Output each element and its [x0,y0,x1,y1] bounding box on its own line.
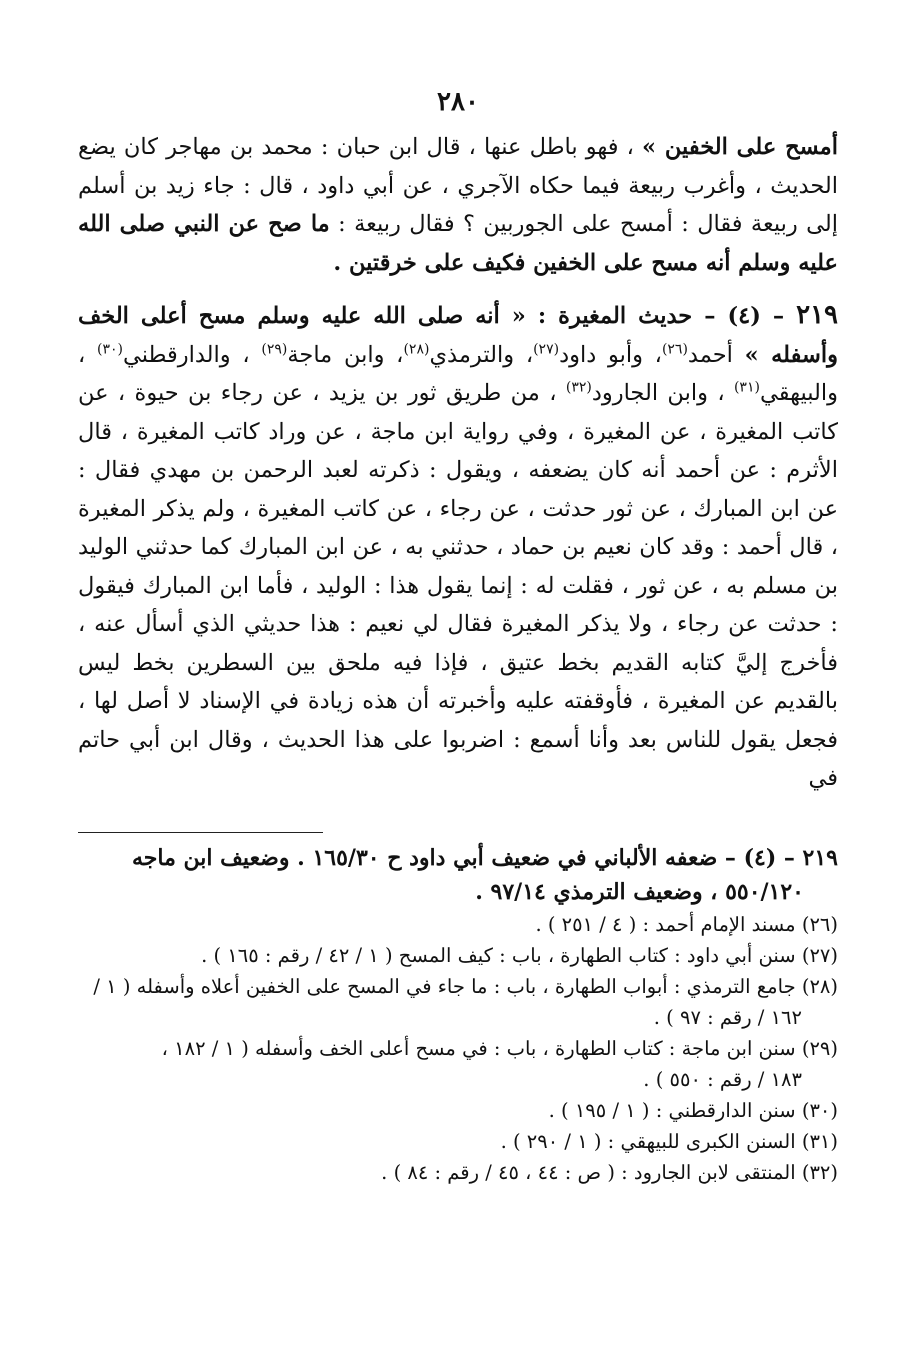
source-text: أحمد [687,341,745,368]
footnote-separator [78,832,323,833]
hadith-heading: – (٤) – حديث المغيرة : « أنه صلى الله عليه وسلم مسح أعلى الخف وأسفله » [78,303,838,368]
footnote-26: (٢٦) مسند الإمام أحمد : ( ٤ / ٢٥١ ) . [535,912,838,936]
footnote-28-continuation: ١٦٢ / رقم : ٩٧ ) . [653,1005,802,1029]
source-text: ، وابن الجارود [591,380,734,406]
footnote-28: (٢٨) جامع الترمذي : أبواب الطهارة ، باب : ما جاء في المسح على الخفين أعلاه وأسفله ( ١ / [93,974,838,998]
paragraph-text: ، فهو باطل عنها ، قال ابن حبان : محمد بن مهاجر كان يضع الحديث ، وأغرب ربيعة فيما حكاه الآجري ، عن أبي داود ، قال : جاء زيد بن أسلم إلى ربيعة فقال : أمسح على الجوربين ؟ فقال ربيعة : [78,134,838,237]
footnote-grading-line2-text: ٥٥٠/١٢٠ ، وضعيف الترمذي ٩٧/١٤ . [475,878,804,905]
footnote-ref: (٢٧) [533,341,560,357]
hadith-number: ٢١٩ [796,300,839,330]
hadith-body-text: ، من طريق ثور بن يزيد ، عن رجاء بن حيوة ، عن كاتب المغيرة ، عن المغيرة ، وفي رواية ابن ماجة ، عن وراد كاتب المغيرة ، قال الأثرم : عن أحمد أنه كان يضعفه ، ويقول : ذكرته لعبد الرحمن بن مهدي فقال : عن ابن المبارك ، عن ثور حدثت ، عن رجاء ، عن كاتب المغيرة ، ولم يذكر المغيرة ، قال أحمد : وقد كان نعيم بن حماد ، حدثني به ، عن ابن المبارك كما حدثني الوليد بن مسلم به ، عن ثور ، فقلت له : إنما يقول هذا : الوليد ، فأما ابن المبارك فيقول : حدثت عن رجاء ، ولا يذكر المغيرة فقال لي نعيم : هذا حديثي الذي أسأل عنه ، فأخرج إليَّ كتابه القديم بخط عتيق ، فإذا فيه ملحق بين السطرين بخط ليس بالقديم عن المغيرة ، فأوقفته عليه وأخبرته أن هذه زيادة في الإسناد لا أصل لها ، فجعل يقول للناس بعد وأنا أسمع : اضربوا على هذا الحديث ، وقال ابن أبي حاتم في [78,380,838,791]
footnote-ref: (٢٦) [661,341,688,357]
book-page [78,82,838,1188]
paragraph-continuation [78,128,838,282]
paragraph-bold-quote: ما صح عن النبي صلى الله عليه وسلم أنه مسح على الخفين فكيف على خرقتين . [78,211,838,276]
page-number: ٢٨٠ [437,87,479,117]
source-text: ، والدارقطني [122,341,262,368]
footnote-ref: (٣٠) [97,341,123,357]
footnote-grading-line2 [78,875,838,909]
footnote-30: (٣٠) سنن الدارقطني : ( ١ / ١٩٥ ) . [548,1098,838,1122]
footnote-ref: (٢٩) [261,341,288,357]
source-text: ، وابن ماجة [287,341,404,368]
footnote-ref: (٣٢) [565,379,592,396]
footnote-ref: (٣١) [733,379,760,396]
footnote-29-continuation: ١٨٣ / رقم : ٥٥٠ ) . [643,1067,802,1091]
footnote-ref: (٢٨) [403,341,430,357]
footnote-grading-line1: ٢١٩ – (٤) – ضعفه الألباني في ضعيف أبي داود ح ١٦٥/٣٠ . وضعيف ابن ماجه [131,844,838,871]
hadith-entry-219 [78,296,838,798]
source-text: ، والترمذي [429,341,534,368]
source-text: ، والبيهقي [78,341,838,406]
footnote-31: (٣١) السنن الكبرى للبيهقي : ( ١ / ٢٩٠ ) . [500,1129,838,1153]
paragraph-bold-opening: أمسح على الخفين » [642,134,838,160]
footnote-32: (٣٢) المنتقى لابن الجارود : ( ص : ٤٤ ، ٤٥ / رقم : ٨٤ ) . [381,1160,838,1184]
footnote-29: (٢٩) سنن ابن ماجة : كتاب الطهارة ، باب : في مسح أعلى الخف وأسفله ( ١ / ١٨٢ ، [161,1036,838,1060]
footnote-27: (٢٧) سنن أبي داود : كتاب الطهارة ، باب : كيف المسح ( ١ / ٤٢ / رقم : ١٦٥ ) . [201,943,838,967]
footnotes-section [78,841,838,1188]
source-text: ، وأبو داود [559,341,662,368]
